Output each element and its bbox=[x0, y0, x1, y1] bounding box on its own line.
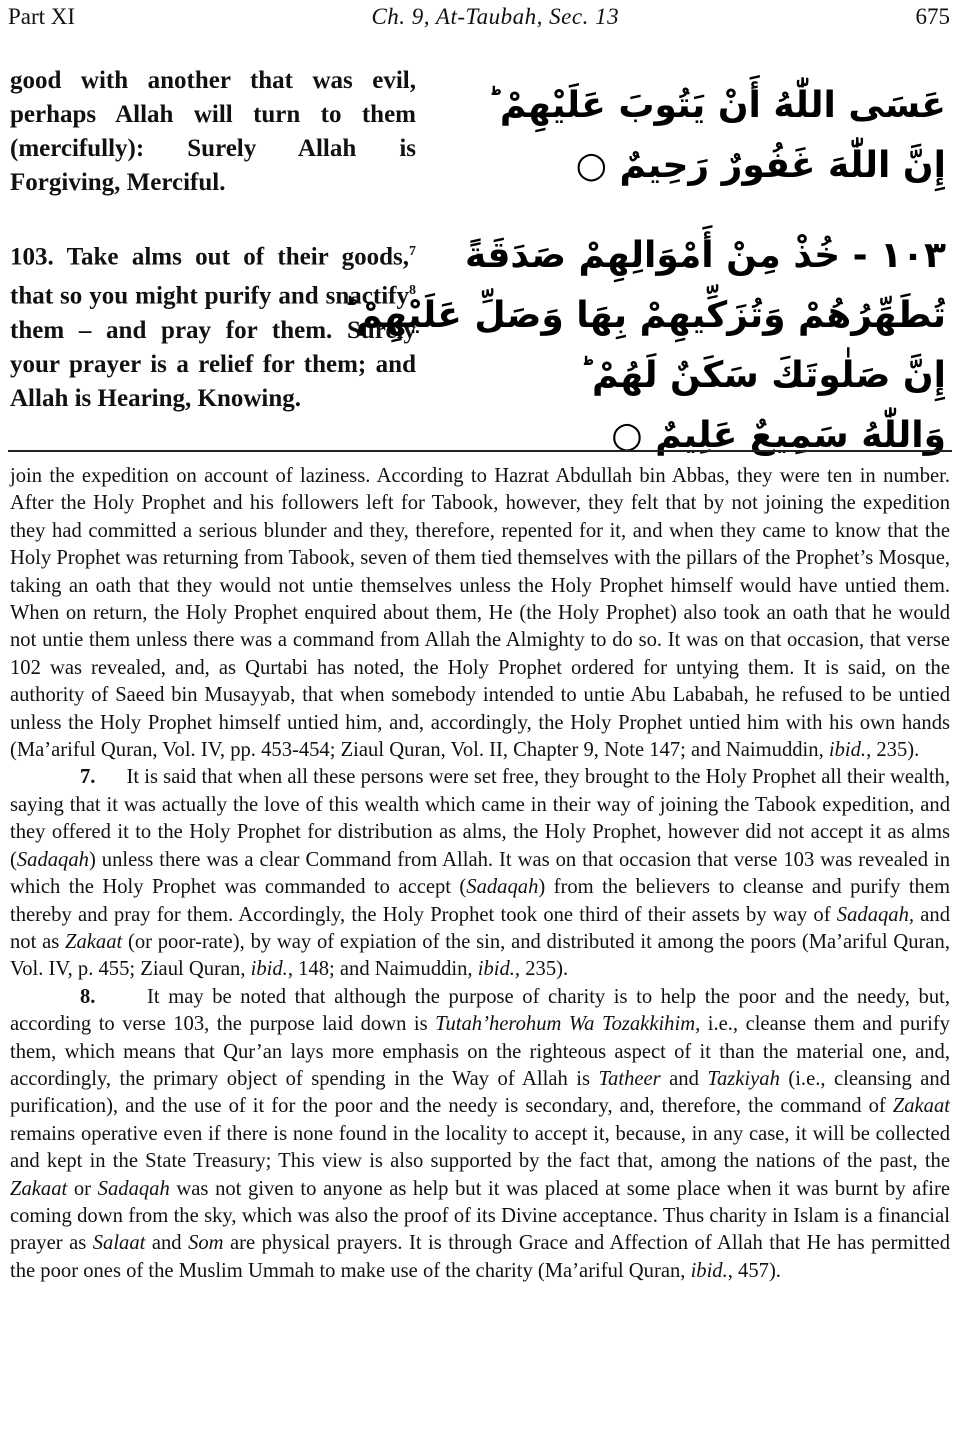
section-divider bbox=[8, 450, 952, 452]
arabic-line: إِنَّ صَلٰوتَكَ سَكَنٌ لَهُمْ ؕ bbox=[579, 355, 946, 396]
note-continuation: join the expedition on account of laziness. According to Hazrat Abdullah bin Abbas, they were ten in number. After the Holy Prophet and his followers left for Tabook, however, they felt that by not joining the expedition they had committed a serious blunder and they, therefore, repented for it, and when they came to know that the Holy Prophet was returning from Tabook, seven of them tied themselves with the pillars of the Prophet’s Mosque, taking an oath that they would not untie themselves unless the Holy Prophet himself would have untied them. When on return, the Holy Prophet enquired about them, He (the Holy Prophet) also took an oath that he would not untie them unless there was a command from Allah the Almighty to do so. It was on that occasion, that verse 102 was revealed, and, as Qurtabi has noted, the Holy Prophet ordered for untying them. It is said, on the authority of Saeed bin Musayyab, that when somebody intended to untie Abu Lababah, he refused to be untied unless the Holy Prophet himself untied him, and, accordingly, the Holy Prophet untied him with his own hands (Ma’ariful Quran, Vol. IV, pp. 453-454; Ziaul Quran, Vol. II, Chapter 9, Note 147; and Naimuddin, ibid., 235). bbox=[10, 465, 950, 762]
verse-number: 103. bbox=[10, 243, 54, 271]
footnote-ref-8[interactable]: 8 bbox=[409, 283, 416, 299]
footnotes bbox=[10, 463, 950, 1285]
verse-103-translation: 103. Take alms out of their goods,$^7$ that so you might purify and snactify$^8$ them – and pray for them. Surely your prayer is a relief for them; and Allah is Hearing, Knowing. bbox=[10, 243, 416, 412]
verse-102-translation: good with another that was evil, perhaps Allah will turn to them (mercifully): Surely Allah is Forgiving, Merciful. bbox=[10, 67, 416, 196]
footnote-ref-7[interactable]: 7 bbox=[409, 244, 416, 259]
arabic-line: إِنَّ اللّٰهَ غَفُورٌ رَحِيمٌ ○ bbox=[575, 145, 946, 186]
note-8: 8. It may be noted that although the purpose of charity is to help the poor and the needy, but, according to verse 103, the purpose laid down is Tutah’herohum Wa Tozakkihim, i.e., cleanse them and purify them, which means that Qur’an lays more emphasis on the righteous aspect of it than the material one, and, accordingly, the primary object of spending in the Way of Allah is Tatheer and Tazkiyah (i.e., cleansing and purification), and the use of it for the poor and the needy is secondary, and, therefore, the command of Zakaat remains operative even if there is none found in the locality to accept it, because, in any case, it will be collected and kept in the State Treasury; This view is also supported by the fact that, among the nations of the past, the Zakaat or Sadaqah was not given to anyone as help but it was placed at some place when it was burnt by afire coming down from the sky, which was also the proof of its Divine acceptance. Thus charity in Islam is a financial prayer as Salaat and Som are physical prayers. It is through Grace and Affection of Allah that He has permitted the poor ones of the Muslim Ummah to make use of the charity (Ma’ariful Quran, ibid., 457). bbox=[10, 985, 951, 1282]
note-number: 7. bbox=[80, 766, 96, 789]
arabic-verse-103 bbox=[343, 226, 946, 466]
note-7: 7. It is said that when all these persons were set free, they brought to the Holy Prophet all their wealth, saying that it was actually the love of this wealth which came in their way of joining the Tabook expedition, and they offered it to the Holy Prophet for distribution as alms, the Holy Prophet, however did not accept it as alms (Sadaqah) unless there was a clear Command from Allah. It was on that occasion that verse 103 was revealed in which the Holy Prophet was commanded to accept (Sadaqah) from the believers to cleanse and purify them thereby and pray for them. Accordingly, the Holy Prophet took one third of their assets by way of Sadaqah, and not as Zakaat (or poor-rate), by way of expiation of the sin, and distributed it among the poors (Ma’ariful Quran, Vol. IV, p. 455; Ziaul Quran, ibid., 148; and Naimuddin, ibid., 235). bbox=[10, 766, 950, 981]
arabic-verse-102 bbox=[487, 76, 946, 196]
part-label: Part XI bbox=[8, 4, 76, 29]
arabic-line: تُطَهِّرُهُمْ وَتُزَكِّيهِمْ بِهَا وَصَلِّ عَلَيْهِمْ ؕ bbox=[343, 295, 946, 336]
chapter-section-label: Ch. 9, At-Taubah, Sec. 13 bbox=[371, 4, 620, 29]
arabic-line: ١٠٣ - خُذْ مِنْ أَمْوَالِهِمْ صَدَقَةً bbox=[465, 235, 946, 276]
page-number: 675 bbox=[915, 4, 950, 29]
running-header bbox=[8, 4, 950, 36]
arabic-line: عَسَى اللّٰهُ أَنْ يَتُوبَ عَلَيْهِمْ ؕ bbox=[487, 85, 946, 126]
arabic-line: وَاللّٰهُ سَمِيعٌ عَلِيمٌ ○ bbox=[611, 415, 946, 456]
note-number: 8. bbox=[80, 985, 96, 1008]
